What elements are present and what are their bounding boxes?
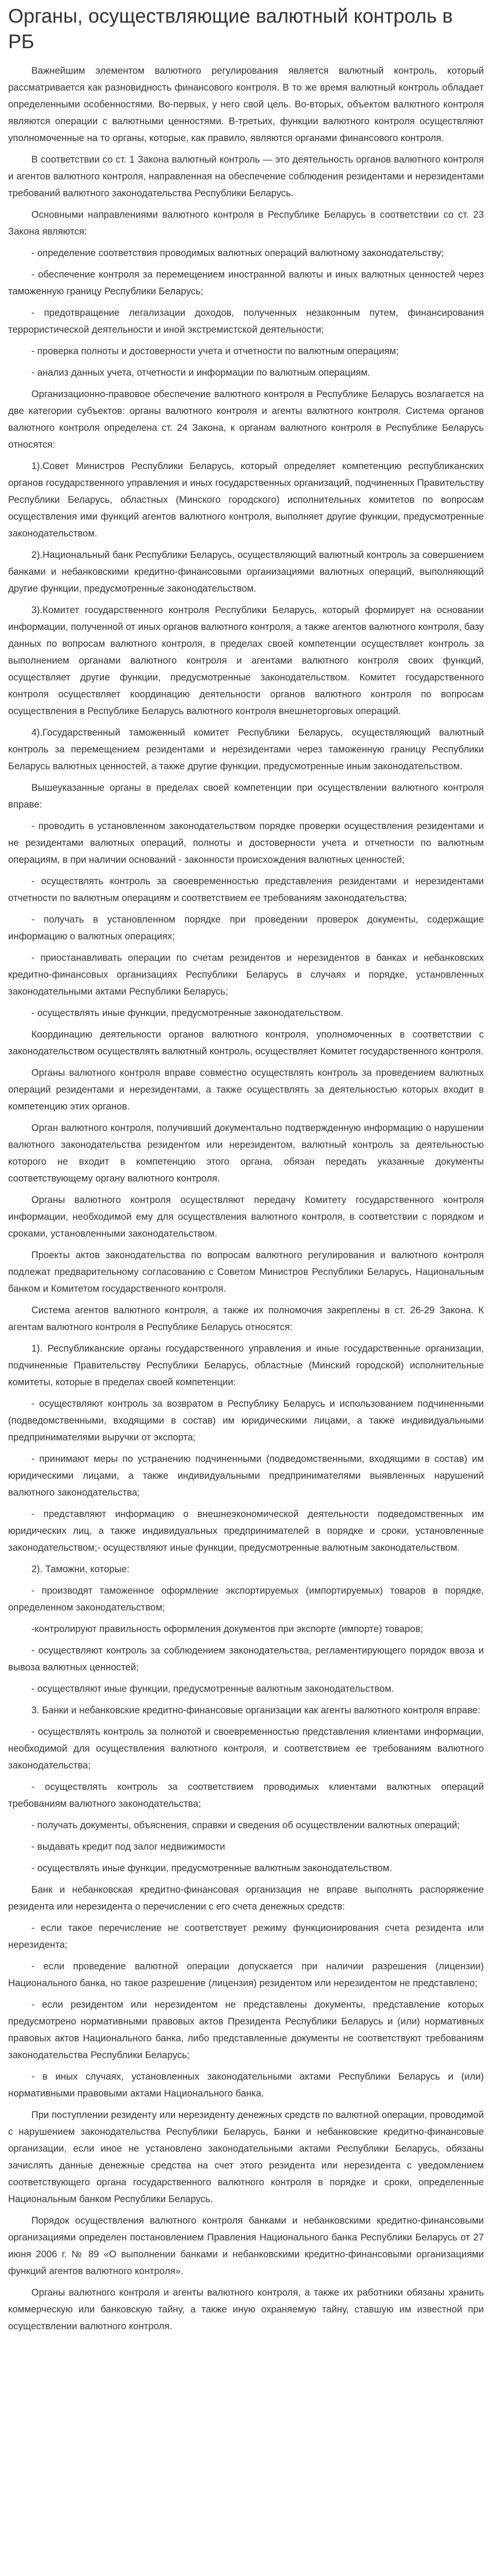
paragraph: Орган валютного контроля, получивший документально подтвержденную информацию о нарушении валютного законодательства резидентом или нерезидентом, валютный контроль за деятельностью которого не входит в компетенцию этого органа, обязан передать указанные документы соответствующему органу валютного контроля. bbox=[8, 1123, 484, 1184]
paragraph: Основными направлениями валютного контроля в Республике Беларусь в соответствии со ст. 23 Закона являются: bbox=[8, 210, 484, 237]
paragraph: - проверка полноты и достоверности учета и отчетности по валютным операциям; bbox=[31, 346, 399, 356]
paragraph: Проекты актов законодательства по вопросам валютного регулирования и валютного контроля подлежат предварительному согласованию с Советом Министров Республики Беларусь, Национальным банком и Комитетом государственного контроля. bbox=[8, 1250, 484, 1294]
paragraph: 3. Банки и небанковские кредитно-финансовые организации как агенты валютного контроля вправе: bbox=[31, 1705, 480, 1716]
paragraph: 1). Республиканские органы государственного управления и иные государственные организации, подчиненные Правительству Республики Беларусь, областные (Минский городской) исполнительные комитеты, которые в пределах своей компетенции: bbox=[8, 1343, 484, 1388]
paragraph: Органы валютного контроля вправе совместно осуществлять контроль за проведением валютных операций резидентами и нерезидентами, а также осуществлять за деятельностью которых входит в компетенцию этих органов. bbox=[8, 1068, 484, 1112]
paragraph: - обеспечение контроля за перемещением иностранной валюты и иных валютных ценностей через таможенную границу Республики Беларусь; bbox=[8, 269, 484, 297]
paragraph: Вышеуказанные органы в пределах своей компетенции при осуществлении валютного контроля вправе: bbox=[8, 783, 484, 810]
paragraph: - осуществляют контроль за возвратом в Республику Беларусь и использованием подчиненными (подведомственными, входящими в состав) им юридическими лицами, а также индивидуальными предпринимателями выручки от экспорта; bbox=[8, 1399, 484, 1443]
paragraph: - определение соответствия проводимых валютных операций валютному законодательству; bbox=[31, 248, 444, 258]
paragraph: - получать в установленном порядке при проведении проверок документы, содержащие информацию о валютных операциях; bbox=[8, 914, 484, 942]
paragraph: - проводить в установленном законодательством порядке проверки осуществления резидентами и не резидентами валютных операций, полноты и достоверности учета и отчетности по валютным операциям, в при наличии оснований - законности происхождения валютных ценностей; bbox=[8, 821, 484, 865]
paragraph: - осуществлять контроль за полнотой и своевременностью представления клиентами информации, необходимой для осуществления валютного контроля, и соответствием ее требованиям валютного законодательства; bbox=[8, 1727, 484, 1771]
paragraph: - если такое перечисление не соответствует режиму функционирования счета резидента или нерезидента; bbox=[8, 1923, 484, 1950]
paragraph: - осуществлять иные функции, предусмотренные валютным законодательством. bbox=[31, 1863, 392, 1874]
paragraph: - в иных случаях, установленных законодательными актами Республики Беларусь и (или) нормативными правовыми актами Национального банка. bbox=[8, 2071, 484, 2099]
paragraph: - осуществляют контроль за соблюдением законодательства, регламентирующего порядок ввоза и вывоза валютных ценностей; bbox=[8, 1645, 484, 1673]
paragraph: 1).Совет Министров Республики Беларусь, который определяет компетенцию республиканских органов государственного управления и иных государственных организаций, подчиненных Правительству Республики Беларусь, областных (Минского городского) исполнительных комитетов по вопросам осуществления ими функций агентов валютного контроля, выполняет другие функции, предусмотренные законодательством. bbox=[8, 461, 484, 539]
paragraph: - представляют информацию о внешнеэкономической деятельности подведомственных им юридических лиц, а также индивидуальных предпринимателей в порядке и сроки, установленные законодательством;- осуществляют иные функции, предусмотренные валютным законодательством. bbox=[8, 1509, 484, 1553]
paragraph: - осуществлять иные функции, предусмотренные законодательством. bbox=[31, 1008, 343, 1018]
paragraph: Организационно-правовое обеспечение валютного контроля в Республике Беларусь возлагается на две категории субъектов: органы валютного контроля и агенты валютного контроля. Система органов валютного контроля определена ст. 24 Закона, к органам валютного контроля в Республике Беларусь относятся: bbox=[8, 389, 484, 450]
paragraph: -контролируют правильность оформления документов при экспорте (импорте) товаров; bbox=[31, 1624, 423, 1634]
paragraph: Банк и небанковская кредитно-финансовая организация не вправе выполнять распоряжение резидента или нерезидента о перечислении с его счета денежных средств: bbox=[8, 1885, 484, 1912]
paragraph: - производят таможенное оформление экспортируемых (импортируемых) товаров в порядке, определенном законодательством; bbox=[8, 1586, 484, 1613]
paragraph: При поступлении резиденту или нерезиденту денежных средств по валютной операции, проводимой с нарушением законодательства Республики Беларусь, Банки и небанковские кредитно-финансовые организации, если иное не установлено законодательными актами Республики Беларусь, обязаны зачислять данные денежные средства на счет этого резидента или нерезидента с уведомлением соответствующего органа государственного валютного контроля в порядке и сроки, определенные Национальным банком Республики Беларусь. bbox=[8, 2110, 484, 2204]
paragraph: Важнейшим элементом валютного регулирования является валютный контроль, который рассматривается как разновидность финансового контроля. В то же время валютный контроль обладает определенными особенностями. Во-первых, у него свой цель. Во-вторых, объектом валютного контроля являются операции с валютными ценностями. В-третьих, функции валютного контроля осуществляют уполномоченные на то органы, которые, как правило, являются органами финансового контроля. bbox=[8, 66, 484, 143]
article-body bbox=[8, 63, 484, 2335]
paragraph: - осуществлять контроль за соответствием проводимых клиентами валютных операций требованиям валютного законодательства; bbox=[8, 1782, 484, 1809]
page-title: Органы, осуществляющие валютный контроль в РБ bbox=[8, 5, 453, 53]
paragraph: 2). Таможни, которые: bbox=[31, 1564, 130, 1575]
paragraph: - осуществлять контроль за своевременностью представления резидентами и нерезидентами отчетности по валютным операциям и соответствием ее требованиям законодательства; bbox=[8, 876, 484, 903]
paragraph: Порядок осуществления валютного контроля банками и небанковскими кредитно-финансовыми организациями определен постановлением Правления Национального банка Республики Беларусь от 27 июня 2006 г. № 89 «О выполнении банками и небанковскими кредитно-финансовыми организациями функций агентов валютного контроля». bbox=[8, 2215, 484, 2276]
paragraph: В соответствии со ст. 1 Закона валютный контроль — это деятельность органов валютного контроля и агентов валютного контроля, направленная на обеспечение соблюдения резидентами и нерезидентами требований валютного законодательства Республики Беларусь. bbox=[8, 154, 484, 199]
paragraph: 3).Комитет государственного контроля Республики Беларусь, который формирует на основании информации, полученной от иных органов валютного контроля, а также агентов валютного контроля, базу данных по вопросам валютного контроля, в пределах своей компетенции осуществляет контроль за выполнением органами валютного контроля и агентами валютного контроля своих функций, осуществляет другие функции, предусмотренные законодательством. Комитет государственного контроля осуществляет координацию деятельности органов валютного контроля по вопросам осуществления в Республике Беларусь валютного контроля внешнеторговых операций. bbox=[8, 605, 484, 716]
paragraph: Органы валютного контроля и агенты валютного контроля, а также их работники обязаны хранить коммерческую или банковскую тайну, а также иную охраняемую тайну, ставшую им известной при осуществлении валютного контроля. bbox=[8, 2287, 484, 2332]
paragraph: - анализ данных учета, отчетности и информации по валютным операциям. bbox=[31, 368, 371, 378]
paragraph: - принимают меры по устранению подчиненными (подведомственными, входящими в состав) им юридическими лицами, а также индивидуальными предпринимателями выявленных нарушений валютного законодательства; bbox=[8, 1454, 484, 1498]
paragraph: - приостанавливать операции по счетам резидентов и нерезидентов в банках и небанковских кредитно-финансовых организациях Республики Беларусь в случаях и порядке, установленных законодательными актами Республики Беларусь; bbox=[8, 953, 484, 997]
paragraph: - если резидентом или нерезидентом не представлены документы, представление которых предусмотрено нормативными правовых актов Президента Республики Беларусь и (или) нормативных правовых актов Национального банка, либо представленные документы не соответствуют требованиям законодательства Республики Беларусь; bbox=[8, 1999, 484, 2060]
paragraph: Органы валютного контроля осуществляют передачу Комитету государственного контроля информации, необходимой ему для осуществления валютного контроля, в соответствии с порядком и сроками, установленными законодательством. bbox=[8, 1195, 484, 1239]
paragraph: Координацию деятельности органов валютного контроля, уполномоченных в соответствии с законодательством осуществлять валютный контроль, осуществляет Комитет государственного контроля. bbox=[8, 1029, 484, 1057]
paragraph: - осуществляют иные функции, предусмотренные валютным законодательством. bbox=[31, 1684, 394, 1694]
paragraph: - если проведение валютной операции допускается при наличии разрешения (лицензии) Национального банка, но такое разрешение (лицензия) резидентом или нерезидентом не представлено; bbox=[8, 1961, 484, 1988]
paragraph: 2).Национальный банк Республики Беларусь, осуществляющий валютный контроль за совершением банками и небанковскими кредитно-финансовыми организациями валютных операций, выполняющий другие функции, предусмотренные законодательством. bbox=[8, 550, 484, 594]
paragraph: - получать документы, объяснения, справки и сведения об осуществлении валютных операций; bbox=[31, 1820, 460, 1831]
paragraph: - выдавать кредит под залог недвижимости bbox=[31, 1842, 225, 1852]
paragraph: 4).Государственный таможенный комитет Республики Беларусь, осуществляющий валютный контроль за перемещением резидентами и нерезидентами через таможенную границу Республики Беларусь валютных ценностей, а также другие функции, предусмотренные иным законодательством. bbox=[8, 727, 484, 772]
paragraph: Система агентов валютного контроля, а также их полномочия закреплены в ст. 26-29 Закона. К агентам валютного контроля в Республике Беларусь относятся: bbox=[8, 1305, 484, 1332]
paragraph: - предотвращение легализации доходов, полученных незаконным путем, финансирования террористической деятельности и иной экстремистской деятельности; bbox=[8, 308, 484, 335]
